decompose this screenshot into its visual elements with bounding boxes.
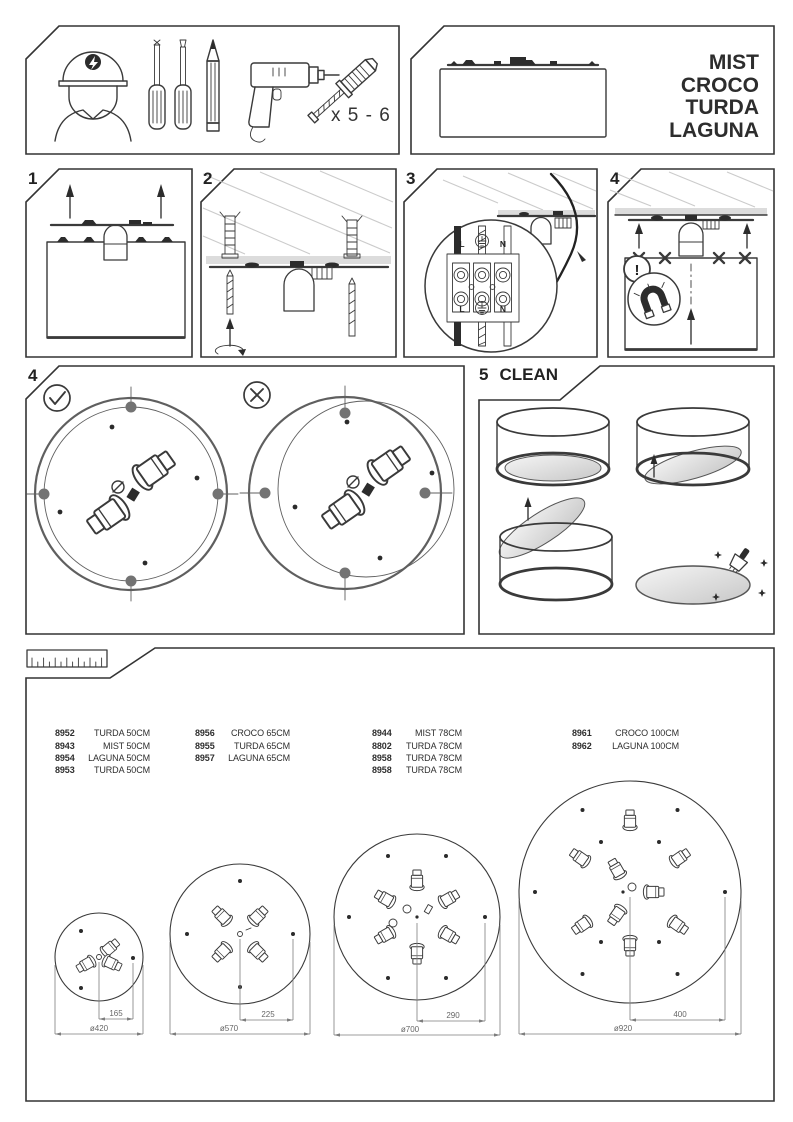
product-row <box>55 752 150 764</box>
bulb-socket <box>373 887 398 910</box>
live-label: L <box>459 304 465 314</box>
panel-step-4-alignment <box>25 365 465 635</box>
product-code: 8961 <box>572 728 592 739</box>
product-row <box>55 764 150 776</box>
radius-dim-label: 165 <box>109 1009 123 1018</box>
bulb-socket <box>210 940 235 965</box>
step3-illustration <box>403 168 598 358</box>
product-code: 8952 <box>55 728 75 739</box>
bulb-socket <box>318 487 368 534</box>
bulb-socket <box>74 954 97 975</box>
product-row <box>372 739 462 751</box>
step2-illustration <box>200 168 397 358</box>
bulb-holder <box>284 269 314 311</box>
radius-dim-label: 400 <box>673 1010 687 1019</box>
product-name: LAGUNA 50CM <box>88 752 150 763</box>
ceiling-hatch <box>203 171 393 254</box>
product-code: 8958 <box>372 752 392 763</box>
plug-quantity-label: x 5 - 6 <box>331 105 391 126</box>
drum-diffuser-removal <box>492 488 612 600</box>
bulb-socket <box>643 885 664 899</box>
product-name: MIST 50CM <box>103 740 150 751</box>
product-name: MIST 78CM <box>415 728 462 739</box>
bulb-socket <box>410 870 424 891</box>
product-column <box>55 727 150 777</box>
cross-icon <box>244 382 270 408</box>
lamp-diagram-700 <box>334 834 500 1037</box>
bulb-holder <box>104 225 127 260</box>
alert-exclamation: ! <box>634 262 640 279</box>
bulb-socket <box>210 904 235 929</box>
model-name: LAGUNA <box>669 118 759 142</box>
panel-products <box>25 647 775 1102</box>
neutral-label: N <box>499 239 507 249</box>
product-code: 8954 <box>55 752 75 763</box>
product-name: TURDA 78CM <box>405 740 462 751</box>
diameter-dim-label: ø420 <box>89 1024 109 1033</box>
product-name: TURDA 50CM <box>93 765 150 776</box>
model-name: MIST <box>708 51 759 74</box>
product-code: 8953 <box>55 765 75 776</box>
product-code: 8957 <box>195 752 215 763</box>
model-name-list <box>669 52 759 142</box>
drum-with-diffuser <box>497 408 609 485</box>
ceiling-band <box>615 208 767 215</box>
step-number: 4 <box>610 169 620 188</box>
bulb-socket <box>436 887 461 910</box>
neutral-label: N <box>499 304 507 314</box>
bulb-socket <box>605 857 628 882</box>
product-name: LAGUNA 65CM <box>228 752 290 763</box>
bulb-socket <box>665 913 690 937</box>
bulb-socket <box>570 913 595 937</box>
diameter-dim-label: ø570 <box>219 1024 239 1033</box>
model-name: CROCO <box>680 73 759 97</box>
bulb-socket <box>373 924 398 947</box>
panel-models <box>410 25 775 155</box>
bulb-socket <box>623 810 637 831</box>
product-name: CROCO 100CM <box>615 728 679 739</box>
mounting-bracket <box>51 220 173 225</box>
product-row <box>572 739 679 751</box>
ruler-icon <box>27 650 107 667</box>
product-name: TURDA 78CM <box>405 752 462 763</box>
correct-wheel <box>27 387 238 601</box>
product-code: 8943 <box>55 740 75 751</box>
product-row <box>372 727 462 739</box>
product-row <box>372 764 462 776</box>
flat-screwdriver-icon <box>175 40 191 129</box>
panel-step-5-clean <box>478 365 775 635</box>
clean-illustration <box>478 365 775 635</box>
product-code: 8962 <box>572 740 592 751</box>
product-column <box>372 727 462 777</box>
product-column <box>572 727 679 752</box>
product-name: CROCO 65CM <box>230 728 290 739</box>
bulb-holder <box>679 223 703 256</box>
panel-required-tools <box>25 25 400 155</box>
panel-step-2 <box>200 168 397 358</box>
step-number: 2 <box>203 169 213 188</box>
product-code: 8944 <box>372 728 392 739</box>
product-name: TURDA 78CM <box>405 765 462 776</box>
electrician-icon <box>55 52 131 141</box>
bulb-socket <box>100 953 123 973</box>
step4-illustration <box>607 168 775 358</box>
bulb-socket <box>246 940 271 965</box>
lamp-diagram-920 <box>519 781 741 1036</box>
lamp-diagram-420 <box>55 913 143 1036</box>
product-code: 8956 <box>195 728 215 739</box>
model-name: TURDA <box>685 96 759 119</box>
product-row <box>195 739 290 751</box>
tools-illustration <box>25 25 400 155</box>
bulb-socket <box>667 846 692 870</box>
arrow-up-icon <box>66 184 165 218</box>
pencil-icon <box>207 40 219 131</box>
step-number: 4 <box>28 366 38 385</box>
product-name: TURDA 65CM <box>233 740 290 751</box>
radius-dim-label: 290 <box>446 1011 460 1020</box>
drum-diffuser-lifting <box>637 408 749 492</box>
step1-illustration <box>25 168 193 358</box>
bulb-socket <box>436 924 461 947</box>
magnet-warning <box>624 256 680 325</box>
product-column <box>195 727 290 764</box>
step-title <box>479 365 558 385</box>
diffuser-cleaning <box>636 545 768 604</box>
bulb-socket <box>129 446 179 493</box>
lamp-diagram-570 <box>170 864 310 1036</box>
bulb-socket <box>364 441 414 488</box>
bulb-socket <box>83 492 133 539</box>
step-number: 5 <box>479 365 489 384</box>
diameter-dim-label: ø700 <box>400 1025 420 1034</box>
dimensions-illustration <box>25 647 775 1102</box>
bulb-socket <box>605 902 629 927</box>
panel-step-4 <box>607 168 775 358</box>
live-label: L <box>459 239 465 249</box>
diameter-dim-label: ø920 <box>613 1024 633 1033</box>
product-row <box>195 752 290 764</box>
product-row <box>195 727 290 739</box>
product-code: 8802 <box>372 740 392 751</box>
bulb-socket <box>568 846 593 870</box>
step-title-text: CLEAN <box>499 365 559 384</box>
ceiling-hatch <box>610 172 773 207</box>
product-name: LAGUNA 100CM <box>612 740 679 751</box>
pointer-arrow <box>577 251 586 262</box>
bulb-socket <box>246 904 271 929</box>
radius-dim-label: 225 <box>261 1010 275 1019</box>
phillips-screwdriver-icon <box>149 40 165 129</box>
step-number: 1 <box>28 169 38 188</box>
product-code: 8955 <box>195 740 215 751</box>
product-code: 8958 <box>372 765 392 776</box>
center-guide-arrow <box>687 264 695 344</box>
product-name: TURDA 50CM <box>93 728 150 739</box>
product-row <box>55 739 150 751</box>
zoom-circle <box>425 220 557 352</box>
panel-step-1 <box>25 168 193 358</box>
check-icon <box>44 385 70 411</box>
product-row <box>55 727 150 739</box>
wall-plug-icon <box>220 212 362 258</box>
screw-in-arrow-icon <box>215 318 246 356</box>
misaligned-wheel <box>240 386 454 600</box>
step-number: 3 <box>406 169 416 188</box>
alignment-illustration <box>25 365 465 635</box>
panel-step-3 <box>403 168 598 358</box>
product-row <box>372 752 462 764</box>
product-row <box>572 727 679 739</box>
